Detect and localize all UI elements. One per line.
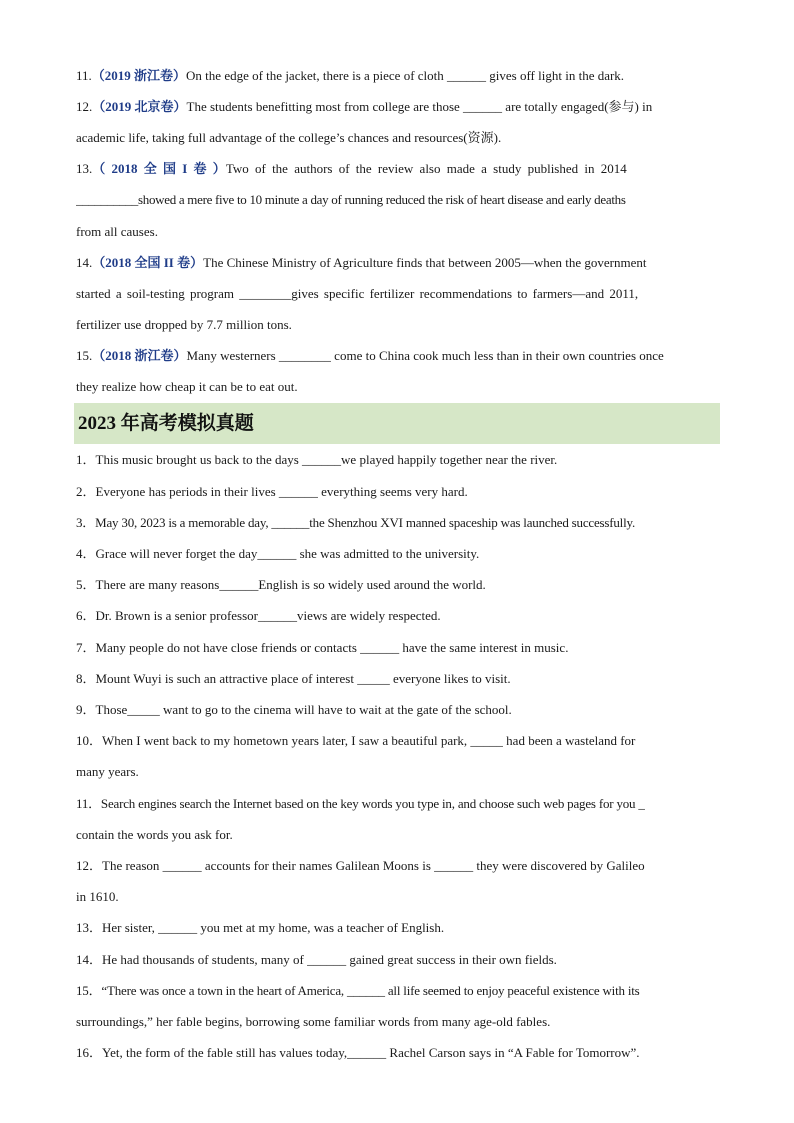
question-text: “There was once a town in the heart of America, ______ all life seemed to enjoy peaceful existence with its <box>101 983 640 998</box>
practice-question-15 <box>76 983 718 999</box>
question-number: 11． <box>76 796 101 811</box>
practice-question-13 <box>76 920 718 936</box>
practice-question-6 <box>76 608 718 624</box>
question-number: 14． <box>76 952 103 967</box>
question-text: Dr. Brown is a senior professor______views are widely respected. <box>95 608 441 623</box>
question-text: Many people do not have close friends or contacts ______ have the same interest in music. <box>95 640 569 655</box>
question-text: Those_____ want to go to the cinema will have to wait at the gate of the school. <box>95 702 512 717</box>
practice-question-7 <box>76 640 718 656</box>
question-text-continued: fertilizer use dropped by 7.7 million tons. <box>76 317 292 332</box>
question-text-continued: academic life, taking full advantage of the college’s chances and resources(资源). <box>76 130 502 145</box>
practice-question-5 <box>76 577 718 593</box>
question-text-continued: __________showed a mere five to 10 minute a day of running reduced the risk of heart disease and early deaths <box>76 192 626 207</box>
question-text-continued: started a soil-testing program ________gives specific fertilizer recommendations to farmers—and 2011, <box>76 286 639 301</box>
question-number: 12． <box>76 858 103 873</box>
question-number: 10． <box>76 733 103 748</box>
question-source: （2019 北京卷） <box>92 99 187 114</box>
question-number: 15. <box>76 348 93 363</box>
question-text-continued: they realize how cheap it can be to eat out. <box>76 379 298 394</box>
question-text: May 30, 2023 is a memorable day, ______the Shenzhou XVI manned spaceship was launched successfully. <box>95 515 636 530</box>
question-number: 11. <box>76 68 92 83</box>
question-text: Two of the authors of the review also made a study published in 2014 <box>225 161 627 176</box>
question-number: 16． <box>76 1045 103 1060</box>
practice-question-8 <box>76 671 718 687</box>
question-number: 5． <box>76 577 96 592</box>
question-text: The reason ______ accounts for their names Galilean Moons is ______ they were discovered by Galileo <box>102 858 645 873</box>
question-number: 7． <box>76 640 96 655</box>
practice-question-9 <box>76 702 718 718</box>
practice-question-10 <box>76 733 718 749</box>
question-number: 13. <box>76 161 93 176</box>
question-text-continued: surroundings,” her fable begins, borrowing some familiar words from many age-old fables. <box>76 1014 551 1029</box>
question-number: 15． <box>76 983 102 998</box>
practice-question-16 <box>76 1045 718 1061</box>
question-number: 1． <box>76 452 96 467</box>
question-source: （2018 浙江卷） <box>92 348 187 363</box>
practice-question-2 <box>76 484 718 500</box>
question-top-11 <box>76 68 718 84</box>
question-text: Everyone has periods in their lives ______ everything seems very hard. <box>95 484 468 499</box>
question-text: Yet, the form of the fable still has values today,______ Rachel Carson says in “A Fable for Tomorrow”. <box>102 1045 640 1060</box>
question-number: 9． <box>76 702 96 717</box>
section-title: 2023 年高考模拟真题 <box>78 413 254 434</box>
question-text: Grace will never forget the day______ she was admitted to the university. <box>95 546 480 561</box>
question-top-13 <box>76 161 718 177</box>
question-number: 12. <box>76 99 93 114</box>
practice-question-3 <box>76 515 718 531</box>
question-text: When I went back to my hometown years later, I saw a beautiful park, _____ had been a wasteland for <box>102 733 636 748</box>
practice-question-1 <box>76 452 718 468</box>
question-text-continued: many years. <box>76 764 139 779</box>
practice-question-14 <box>76 952 718 968</box>
practice-question-11 <box>76 796 718 812</box>
question-top-12 <box>76 99 718 115</box>
question-top-15 <box>76 348 718 364</box>
question-number: 8． <box>76 671 96 686</box>
question-number: 3． <box>76 515 96 530</box>
practice-question-12 <box>76 858 718 874</box>
practice-question-4 <box>76 546 718 562</box>
question-number: 4． <box>76 546 96 561</box>
question-text-continued: from all causes. <box>76 224 158 239</box>
question-text: Many westerners ________ come to China cook much less than in their own countries once <box>186 348 664 363</box>
question-text: Her sister, ______ you met at my home, was a teacher of English. <box>102 920 445 935</box>
question-number: 14. <box>76 255 93 270</box>
section-header <box>74 403 720 444</box>
question-text: Search engines search the Internet based on the key words you type in, and choose such web pages for you _ <box>100 796 645 811</box>
question-source: （2018 全国 II 卷） <box>92 255 204 270</box>
question-text: The students benefitting most from college are those ______ are totally engaged(参与) in <box>186 99 653 114</box>
question-number: 6． <box>76 608 96 623</box>
question-text: This music brought us back to the days ______we played happily together near the river. <box>95 452 558 467</box>
question-source: （ 2018 全 国 I 卷 ） <box>92 161 226 176</box>
question-number: 13． <box>76 920 103 935</box>
question-text: On the edge of the jacket, there is a piece of cloth ______ gives off light in the dark. <box>186 68 625 83</box>
question-text: The Chinese Ministry of Agriculture finds that between 2005—when the government <box>203 255 647 270</box>
question-text-continued: in 1610. <box>76 889 119 904</box>
question-text-continued: contain the words you ask for. <box>76 827 233 842</box>
question-text: Mount Wuyi is such an attractive place of interest _____ everyone likes to visit. <box>95 671 511 686</box>
question-text: He had thousands of students, many of ______ gained great success in their own fields. <box>102 952 557 967</box>
question-number: 2． <box>76 484 96 499</box>
question-text: There are many reasons______English is so widely used around the world. <box>95 577 486 592</box>
question-source: （2019 浙江卷） <box>91 68 187 83</box>
question-top-14 <box>76 255 718 271</box>
